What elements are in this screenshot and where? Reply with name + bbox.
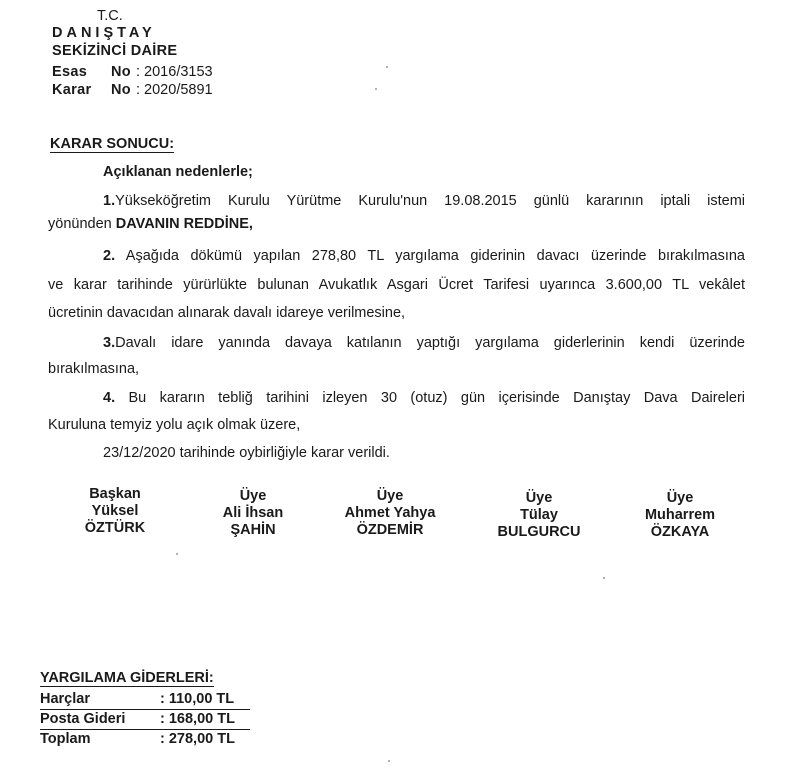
signature-role: Üye xyxy=(239,488,267,504)
item-4-text: Bu kararın tebliğ tarihini izleyen 30 (otuz) gün içerisinde Danıştay Dava Daireleri xyxy=(115,390,745,406)
signature-president xyxy=(45,486,185,537)
item-3-number: 3. xyxy=(103,335,116,351)
intro-text: Açıklanan nedenlerle; xyxy=(103,164,253,180)
expense-row-posta xyxy=(40,709,250,728)
item-2-line-3: ücretinin davacıdan alınarak davalı idareye verilmesine, xyxy=(48,305,406,321)
expenses-title xyxy=(40,669,214,687)
item-3-line-1 xyxy=(48,329,745,358)
scan-speck xyxy=(388,760,390,762)
header-chamber: SEKİZİNCİ DAİRE xyxy=(52,43,178,59)
item-1-text-2: yönünden xyxy=(48,216,116,232)
signature-role: Başkan xyxy=(89,486,141,502)
signature-role: Üye xyxy=(666,490,694,506)
expense-value: : 110,00 TL xyxy=(160,691,235,707)
esas-label: Esas xyxy=(52,64,88,80)
signature-last-name: ÖZDEMİR xyxy=(356,522,424,538)
esas-value: : 2016/3153 xyxy=(136,64,213,80)
expense-row-toplam xyxy=(40,729,250,748)
expenses-title-text: YARGILAMA GİDERLERİ: xyxy=(40,670,214,686)
signature-first-name: Muharrem xyxy=(644,507,716,523)
item-2-number: 2. xyxy=(103,248,116,264)
signature-role: Üye xyxy=(376,488,404,504)
signature-member-4 xyxy=(610,490,750,541)
signature-last-name: BULGURCU xyxy=(497,524,581,540)
item-3-text: Davalı idare yanında davaya katılanın yaptığı yargılama giderlerinin kendi üzerinde xyxy=(115,335,745,351)
item-1-ruling: DAVANIN REDDİNE, xyxy=(115,216,253,232)
signature-member-1 xyxy=(183,488,323,539)
signature-first-name: Ahmet Yahya xyxy=(344,505,436,521)
item-4-line-2: Kuruluna temyiz yolu açık olmak üzere, xyxy=(48,417,301,433)
scan-speck xyxy=(176,553,178,555)
karar-value: : 2020/5891 xyxy=(136,82,213,98)
item-2-line-1 xyxy=(48,242,745,271)
karar-no-label: No xyxy=(111,82,131,98)
scan-speck xyxy=(386,66,388,68)
signature-last-name: ŞAHİN xyxy=(230,522,276,538)
item-2-line-2: ve karar tarihinde yürürlükte bulunan Avukatlık Asgari Ücret Tarifesi uyarınca 3.600,00 TL vekâlet xyxy=(48,277,745,293)
expense-label: Posta Gideri xyxy=(40,711,126,727)
signature-first-name: Yüksel xyxy=(91,503,139,519)
expense-value: : 168,00 TL xyxy=(160,711,235,727)
scan-speck xyxy=(375,88,377,90)
expense-label: Toplam xyxy=(40,731,91,747)
section-title-text: KARAR SONUCU: xyxy=(50,136,175,152)
signature-role: Üye xyxy=(525,490,553,506)
expense-row-harclar xyxy=(40,690,250,708)
header-tc: T.C. xyxy=(97,8,123,24)
header-court: DANIŞTAY xyxy=(52,25,156,41)
signature-last-name: ÖZTÜRK xyxy=(84,520,146,536)
signature-member-2 xyxy=(320,488,460,539)
item-1-number: 1. xyxy=(103,193,116,209)
item-3-line-2: bırakılmasına, xyxy=(48,361,140,377)
item-2-text: Aşağıda dökümü yapılan 278,80 TL yargılama giderinin davacı üzerinde bırakılmasına xyxy=(115,248,745,264)
signature-first-name: Tülay xyxy=(520,507,558,523)
scan-speck xyxy=(603,577,605,579)
item-4-number: 4. xyxy=(103,390,116,406)
signature-first-name: Ali İhsan xyxy=(222,505,284,521)
item-1-line-2 xyxy=(48,210,253,239)
expense-value: : 278,00 TL xyxy=(160,731,235,747)
signature-last-name: ÖZKAYA xyxy=(650,524,710,540)
item-4-line-1 xyxy=(48,384,745,413)
karar-label: Karar xyxy=(52,82,92,98)
expense-label: Harçlar xyxy=(40,691,90,707)
signature-member-3 xyxy=(469,490,609,541)
section-title xyxy=(50,135,174,153)
item-1-text: Yükseköğretim Kurulu Yürütme Kurulu'nun 19.08.2015 günlü kararının iptali istemi xyxy=(115,193,745,209)
decision-date: 23/12/2020 tarihinde oybirliğiyle karar verildi. xyxy=(103,445,390,461)
esas-no-label: No xyxy=(111,64,131,80)
